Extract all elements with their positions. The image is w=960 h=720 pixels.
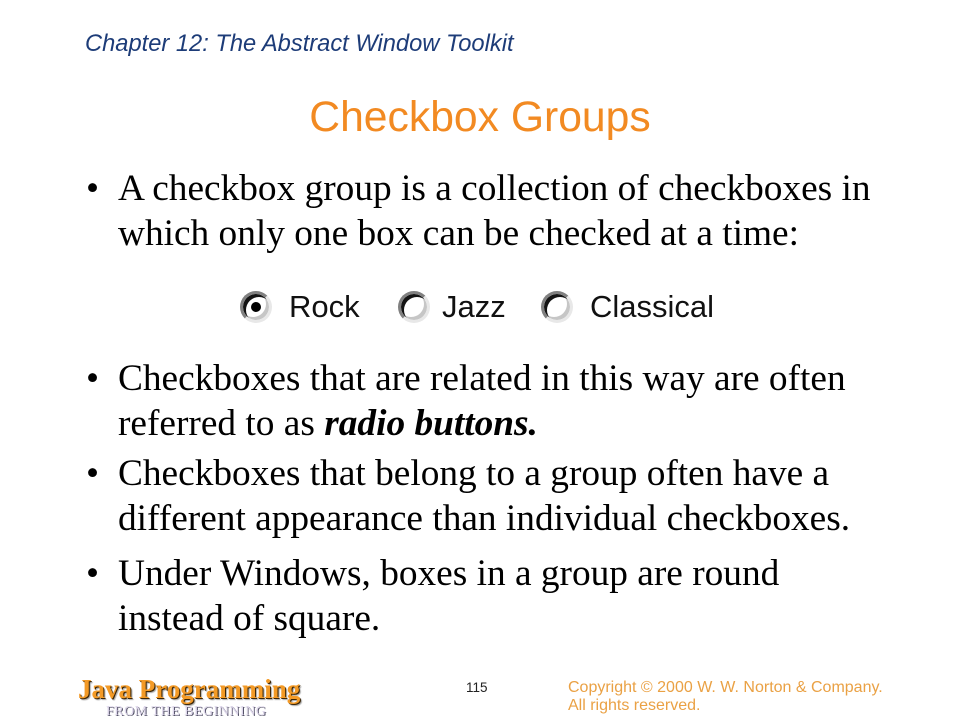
bullet-marker: • (86, 453, 100, 494)
bullet-text (118, 167, 871, 257)
radio-button-classical (541, 291, 573, 323)
radio-button-jazz (398, 291, 430, 323)
radio-selected-dot-icon (251, 302, 261, 312)
bullet-item (0, 552, 960, 642)
radio-label-classical: Classical (590, 289, 715, 324)
bullet-line: Under Windows, boxes in a group are round (118, 553, 780, 594)
copyright-line: All rights reserved. (568, 697, 701, 714)
bullet-text (118, 552, 779, 642)
copyright-notice (568, 679, 883, 715)
bullet-item (0, 357, 960, 447)
emphasis-text: radio buttons. (324, 402, 538, 444)
copyright-line: Copyright © 2000 W. W. Norton & Company. (568, 679, 883, 696)
book-subtitle: FROM THE BEGINNING (106, 704, 267, 719)
bullet-line-text: referred to as (118, 402, 325, 444)
bullet-marker: • (86, 358, 100, 399)
radio-label-rock: Rock (289, 289, 360, 324)
radio-label-jazz: Jazz (442, 289, 506, 324)
bullet-item (0, 452, 960, 542)
bullet-marker: • (86, 168, 100, 209)
bullet-line: different appearance than individual checkboxes. (118, 497, 851, 539)
bullet-marker: • (86, 553, 100, 594)
radio-group-illustration (236, 286, 724, 328)
page-number: 115 (466, 680, 488, 695)
radio-button-rock (240, 291, 272, 323)
bullet-line (118, 402, 846, 447)
bullet-text (118, 357, 846, 447)
bullet-item (0, 167, 960, 257)
bullet-line: A checkbox group is a collection of checkboxes in (118, 168, 871, 209)
bullet-line: Checkboxes that are related in this way are often (118, 358, 846, 399)
book-title: Java Programming (78, 674, 301, 704)
bullet-text (118, 452, 850, 542)
bullet-line: which only one box can be checked at a time: (118, 212, 799, 254)
bullet-line: Checkboxes that belong to a group often have a (118, 453, 830, 494)
slide-title: Checkbox Groups (309, 93, 651, 141)
chapter-header: Chapter 12: The Abstract Window Toolkit (85, 31, 514, 57)
bullet-line: instead of square. (118, 597, 381, 639)
